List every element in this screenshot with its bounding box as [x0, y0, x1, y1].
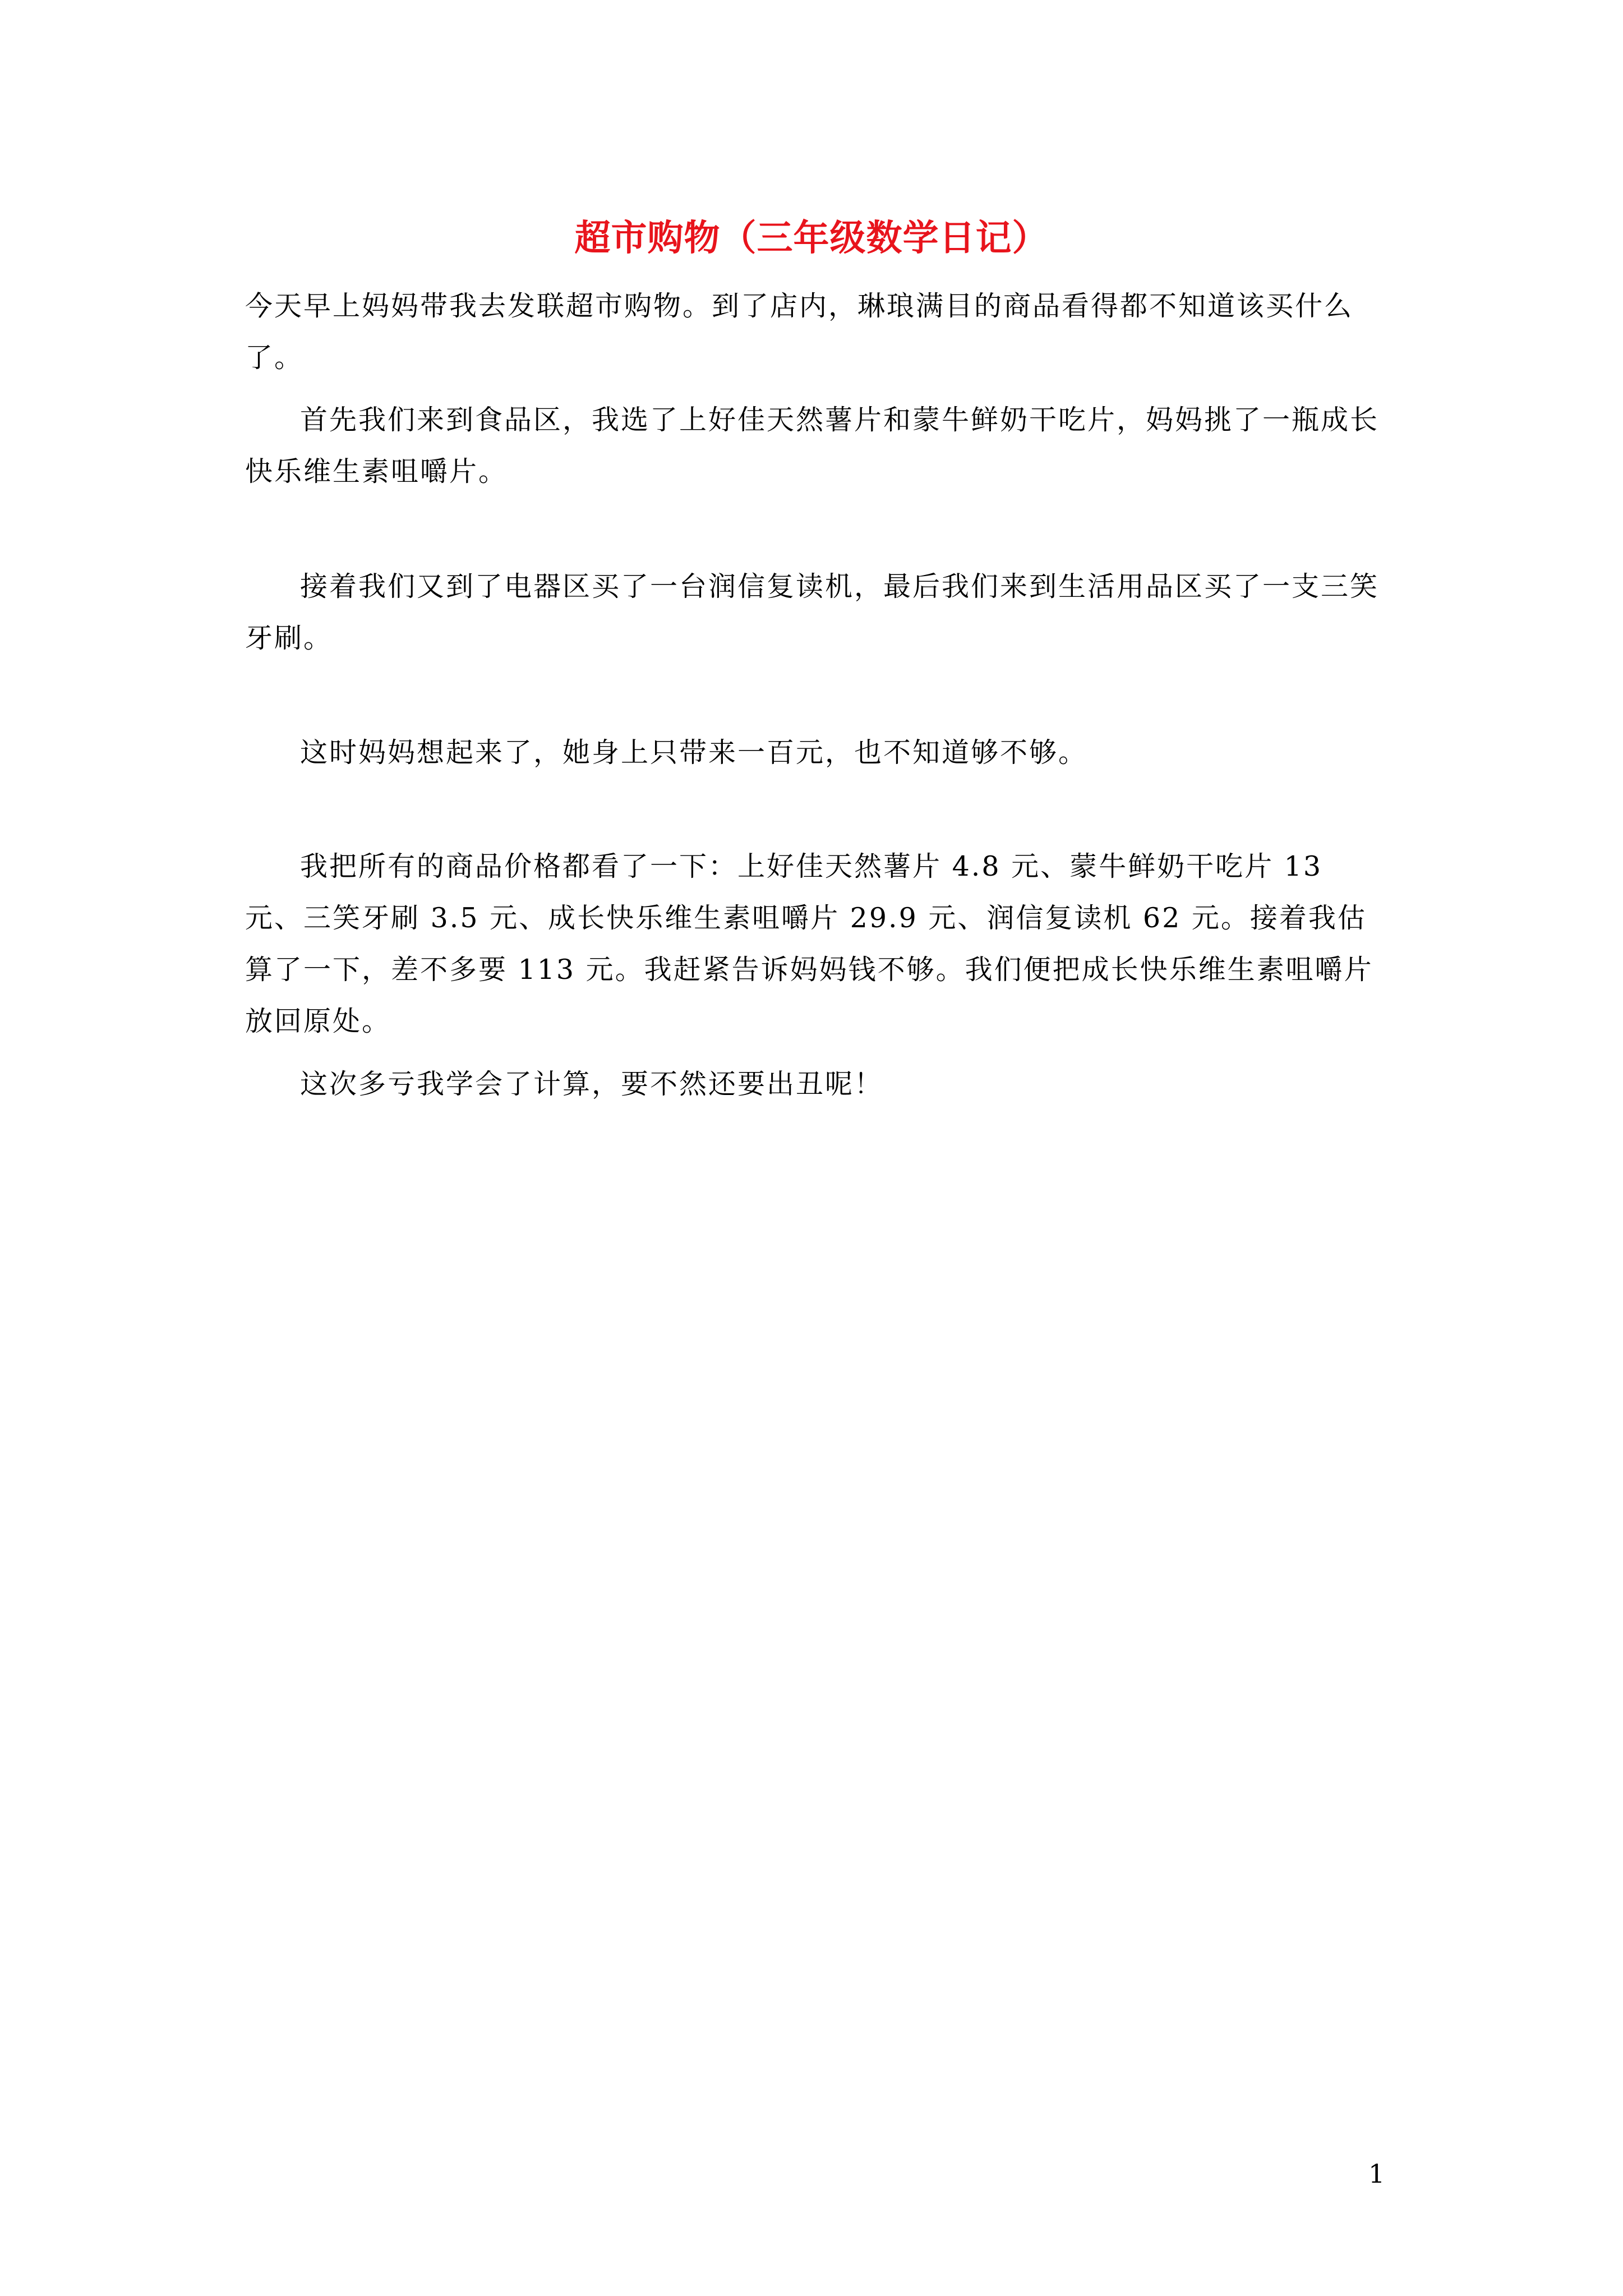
paragraph-food-area: 首先我们来到食品区，我选了上好佳天然薯片和蒙牛鲜奶干吃片，妈妈挑了一瓶成长快乐维生素咀嚼片。 — [245, 404, 1380, 487]
document-title: 超市购物（三年级数学日记） — [574, 217, 1049, 259]
paragraph-intro: 今天早上妈妈带我去发联超市购物。到了店内，琳琅满目的商品看得都不知道该买什么了。 — [245, 290, 1354, 374]
paragraph-electronics-area: 接着我们又到了电器区买了一台润信复读机，最后我们来到生活用品区买了一支三笑牙刷。 — [245, 570, 1380, 654]
paragraph-price-calculation: 我把所有的商品价格都看了一下：上好佳天然薯片 4.8 元、蒙牛鲜奶干吃片 13 元、三笑牙刷 3.5 元、成长快乐维生素咀嚼片 29.9 元、润信复读机 62 元。接着我估算了一下，差不多要 113 元。我赶紧告诉妈妈钱不够。我们便把成长快乐维生素咀嚼片放回原处。 — [245, 850, 1373, 1037]
paragraph-budget-concern: 这时妈妈想起来了，她身上只带来一百元，也不知道够不够。 — [300, 737, 1088, 769]
page-number: 1 — [1368, 2159, 1385, 2189]
paragraph-conclusion: 这次多亏我学会了计算，要不然还要出丑呢！ — [300, 1068, 884, 1100]
